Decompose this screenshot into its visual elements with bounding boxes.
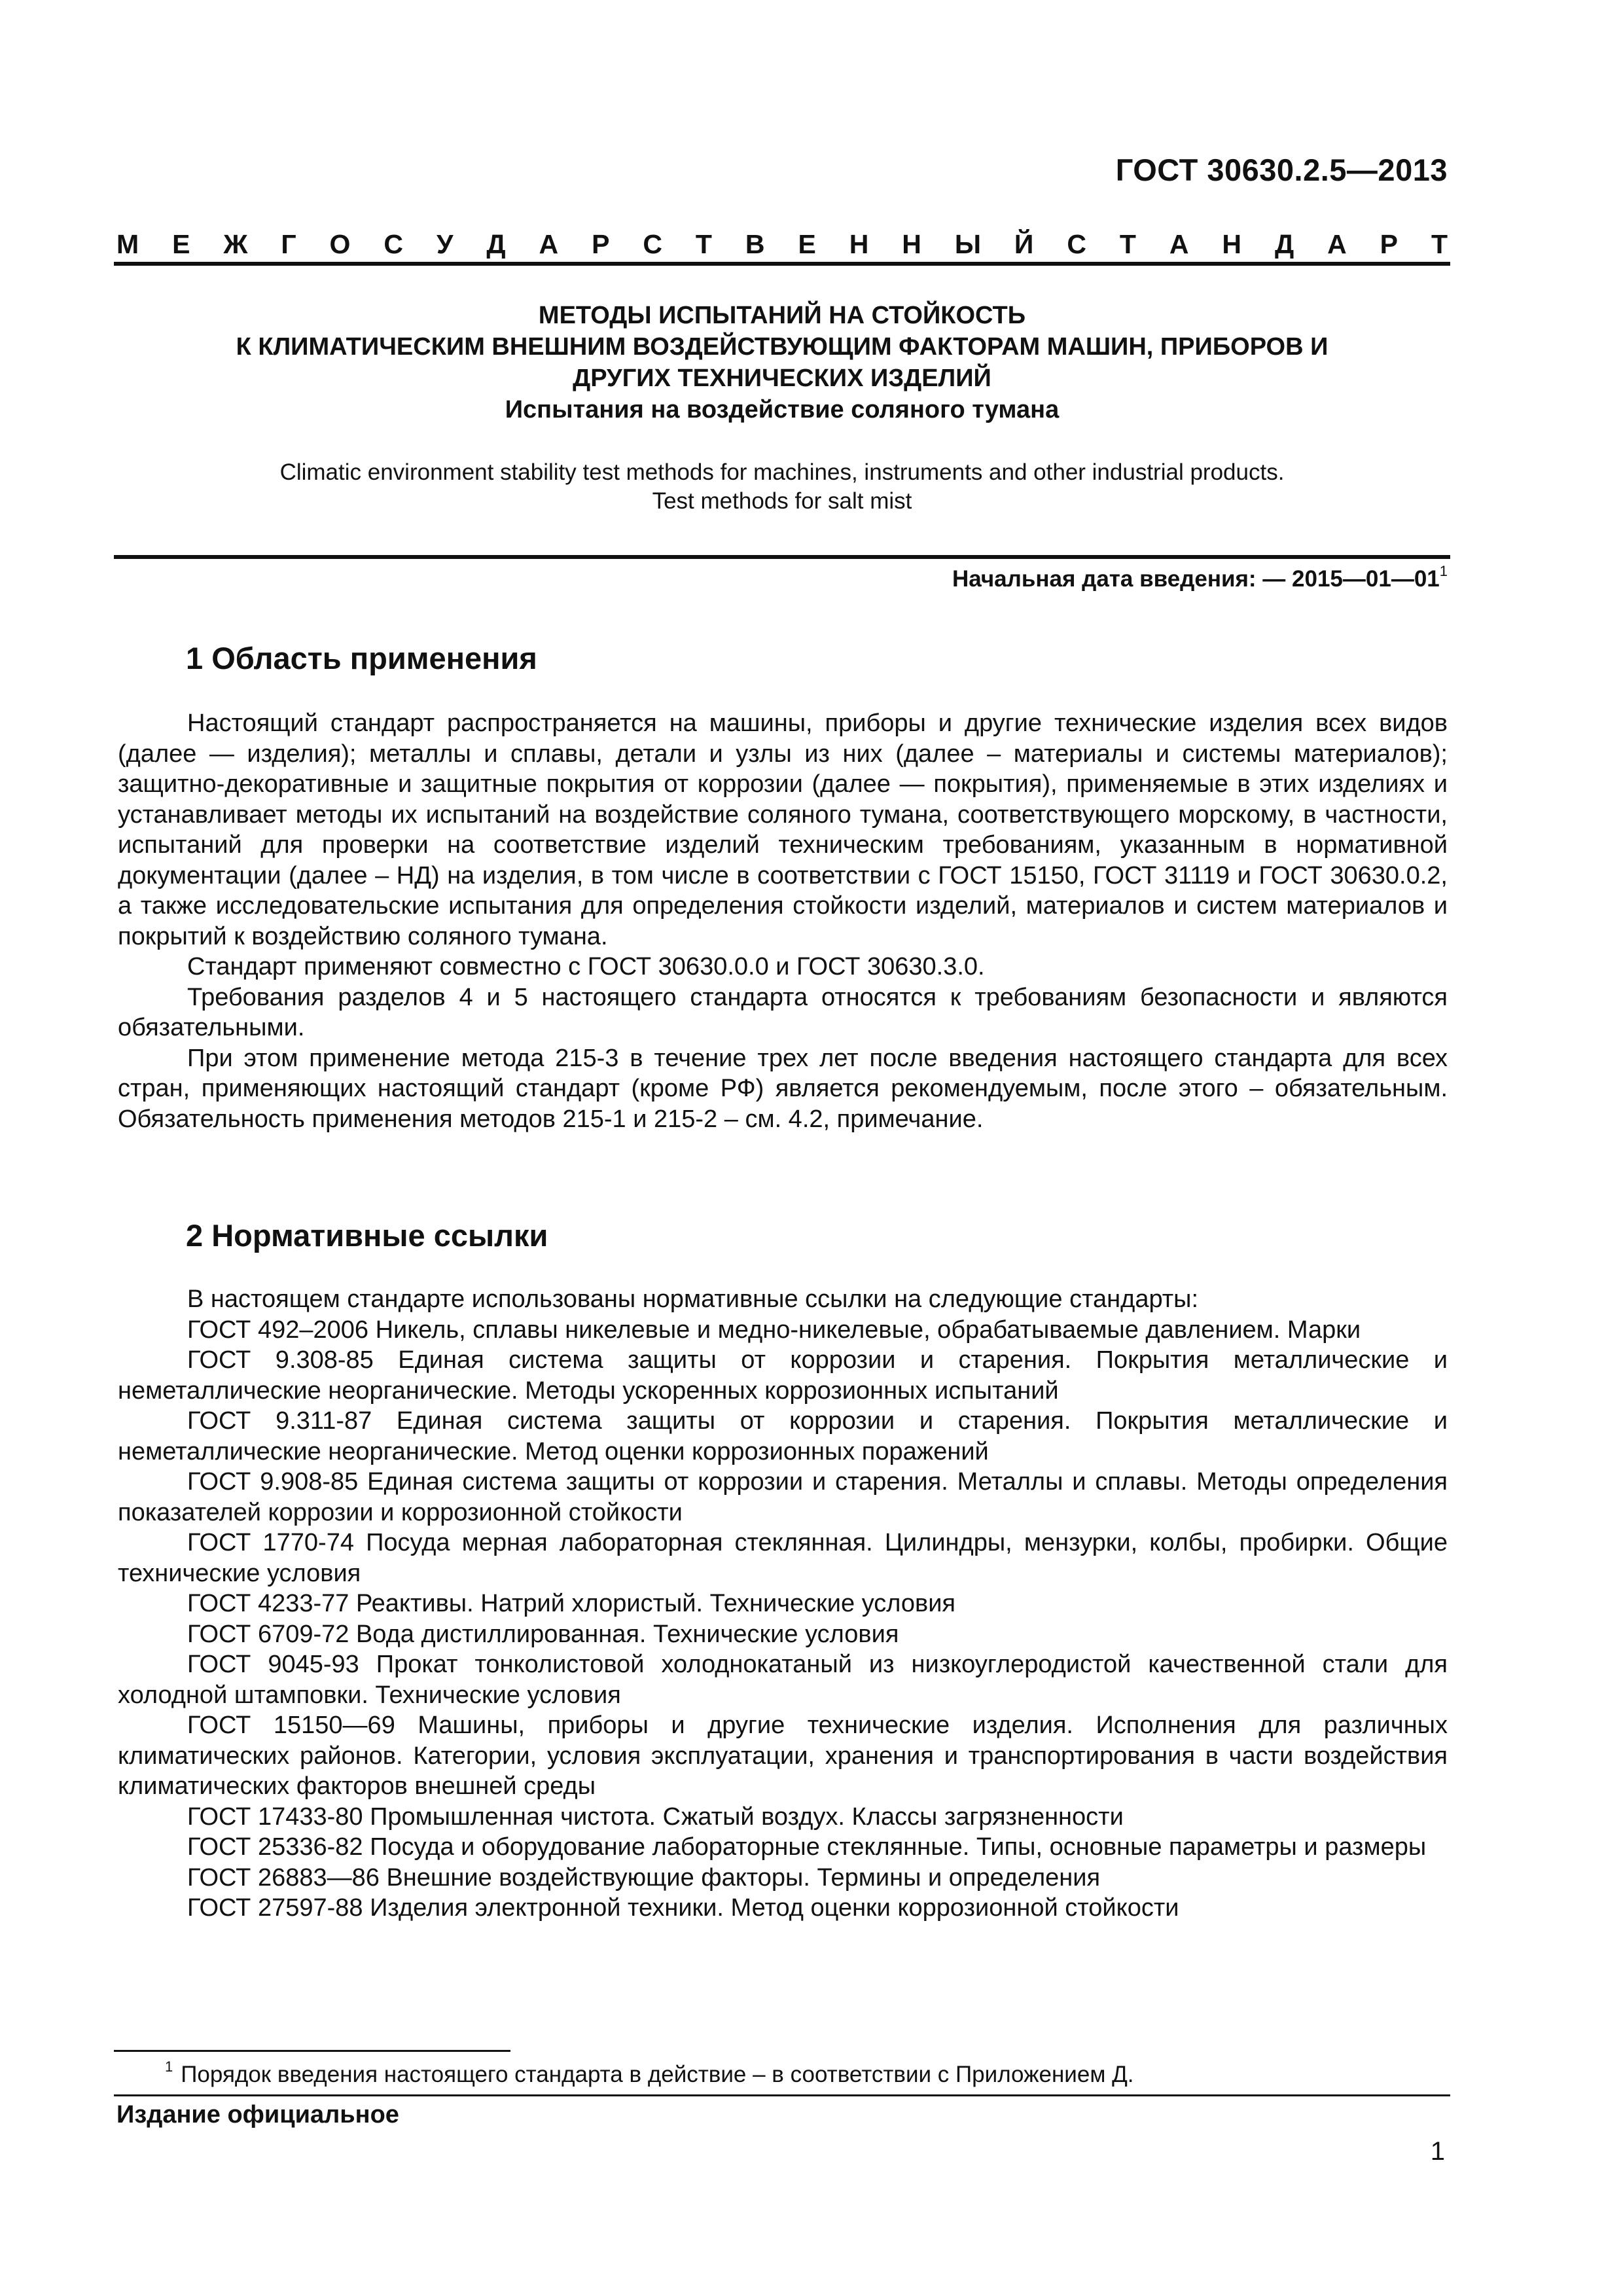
reference-item: ГОСТ 1770-74 Посуда мерная лабораторная стеклянная. Цилиндры, мензурки, колбы, пробирки. Общие технические условия (118, 1529, 1448, 1587)
reference-item: ГОСТ 25336-82 Посуда и оборудование лабораторные стеклянные. Типы, основные параметры и размеры (187, 1833, 1427, 1861)
reference-item: ГОСТ 9045-93 Прокат тонколистовой холоднокатаный из низкоуглеродистой качественной стали для холодной штамповки. Технические условия (118, 1651, 1448, 1709)
header-rule (114, 262, 1450, 266)
title-block (114, 300, 1450, 425)
introduction-date-footnote-mark: 1 (1439, 563, 1448, 579)
reference-intro: В настоящем стандарте использованы нормативные ссылки на следующие стандарты: (187, 1285, 1199, 1313)
reference-item: ГОСТ 15150—69 Машины, приборы и другие технические изделия. Исполнения для различных климатических районов. Категории, условия эксплуатации, хранения и транспортирования в части воздействия климатических факторов внешней среды (118, 1712, 1448, 1800)
title-line-1: МЕТОДЫ ИСПЫТАНИЙ НА СТОЙКОСТЬ (538, 302, 1026, 329)
english-title-line-2: Test methods for salt mist (652, 488, 912, 514)
reference-item: ГОСТ 6709-72 Вода дистиллированная. Технические условия (187, 1620, 899, 1648)
footnote-rule (114, 2050, 510, 2052)
scope-paragraph: Стандарт применяют совместно с ГОСТ 30630.0.0 и ГОСТ 30630.3.0. (187, 953, 985, 980)
edition-label: Издание официальное (116, 2101, 399, 2128)
reference-item: ГОСТ 4233-77 Реактивы. Натрий хлористый. Технические условия (187, 1590, 956, 1617)
introduction-date (952, 563, 1448, 592)
reference-item: ГОСТ 9.308-85 Единая система защиты от коррозии и старения. Покрытия металлические и неметаллические неорганические. Методы ускоренных коррозионных испытаний (118, 1346, 1448, 1405)
reference-item: ГОСТ 26883—86 Внешние воздействующие факторы. Термины и определения (187, 1863, 1101, 1892)
reference-item: ГОСТ 9.908-85 Единая система защиты от коррозии и старения. Металлы и сплавы. Методы определения показателей коррозии и коррозионной стойкости (118, 1468, 1448, 1526)
scope-paragraph: Требования разделов 4 и 5 настоящего стандарта относятся к требованиям безопасности и являются обязательными. (118, 983, 1448, 1041)
scope-paragraph: При этом применение метода 215-3 в течение трех лет после введения настоящего стандарта для всех стран, применяющих настоящий стандарт (кроме РФ) является рекомендуемым, после этого – обязательным. Обязательность применения методов 215-1 и 215-2 – см. 4.2, примечание. (118, 1044, 1448, 1133)
english-title-line-1: Climatic environment stability test methods for machines, instruments and other industrial products. (279, 459, 1285, 485)
english-title (114, 458, 1450, 516)
scope-paragraph: Настоящий стандарт распространяется на машины, приборы и другие технические изделия всех видов (далее — изделия); металлы и сплавы, детали и узлы из них (далее – материалы и системы материалов); защитно-декоративные и защитные покрытия от коррозии (далее — покрытия), применяемые в этих изделиях и устанавливает методы их испытаний на воздействие соляного тумана, соответствующего морскому, в частности, испытаний для проверки на соответствие изделий техническим требованиям, указанным в нормативной документации (далее – НД) на изделия, в том числе в соответствии с ГОСТ 15150, ГОСТ 31119 и ГОСТ 30630.0.2, а также исследовательские испытания для определения стойкости изделий, материалов и систем материалов и покрытий к воздействию соляного тумана. (118, 709, 1448, 950)
introduction-date-text: Начальная дата введения: — 2015—01—01 (952, 566, 1440, 592)
reference-item: ГОСТ 9.311-87 Единая система защиты от коррозии и старения. Покрытия металлические и неметаллические неорганические. Метод оценки коррозионных поражений (118, 1407, 1448, 1465)
footer-rule (114, 2094, 1450, 2096)
title-rule (114, 555, 1450, 559)
interstate-standard-label: М Е Ж Г О С У Д А Р С Т В Е Н Н Ы Й С Т А Н Д А Р Т (116, 229, 1448, 259)
title-line-2: К КЛИМАТИЧЕСКИМ ВНЕШНИМ ВОЗДЕЙСТВУЮЩИМ ФАКТОРАМ МАШИН, ПРИБОРОВ И (236, 333, 1329, 361)
title-line-3: ДРУГИХ ТЕХНИЧЕСКИХ ИЗДЕЛИЙ (573, 365, 991, 392)
reference-item: ГОСТ 17433-80 Промышленная чистота. Сжатый воздух. Классы загрязненности (187, 1803, 1124, 1831)
reference-item: ГОСТ 27597-88 Изделия электронной техники. Метод оценки коррозионной стойкости (187, 1894, 1179, 1922)
document-number: ГОСТ 30630.2.5—2013 (1115, 152, 1448, 187)
footnote (165, 2058, 1134, 2088)
page-number: 1 (1430, 2137, 1445, 2166)
footnote-text: Порядок введения настоящего стандарта в действие – в соответствии с Приложением Д. (181, 2062, 1134, 2087)
title-subtitle: Испытания на воздействие соляного тумана (505, 396, 1060, 423)
references-body (118, 1284, 1448, 1924)
section-heading-references: 2 Нормативные ссылки (186, 1218, 548, 1253)
scope-body (118, 708, 1448, 1134)
footnote-mark: 1 (165, 2058, 173, 2075)
reference-item: ГОСТ 492–2006 Никель, сплавы никелевые и медно-никелевые, обрабатываемые давлением. Марки (187, 1316, 1361, 1344)
section-heading-scope: 1 Область применения (186, 641, 537, 675)
